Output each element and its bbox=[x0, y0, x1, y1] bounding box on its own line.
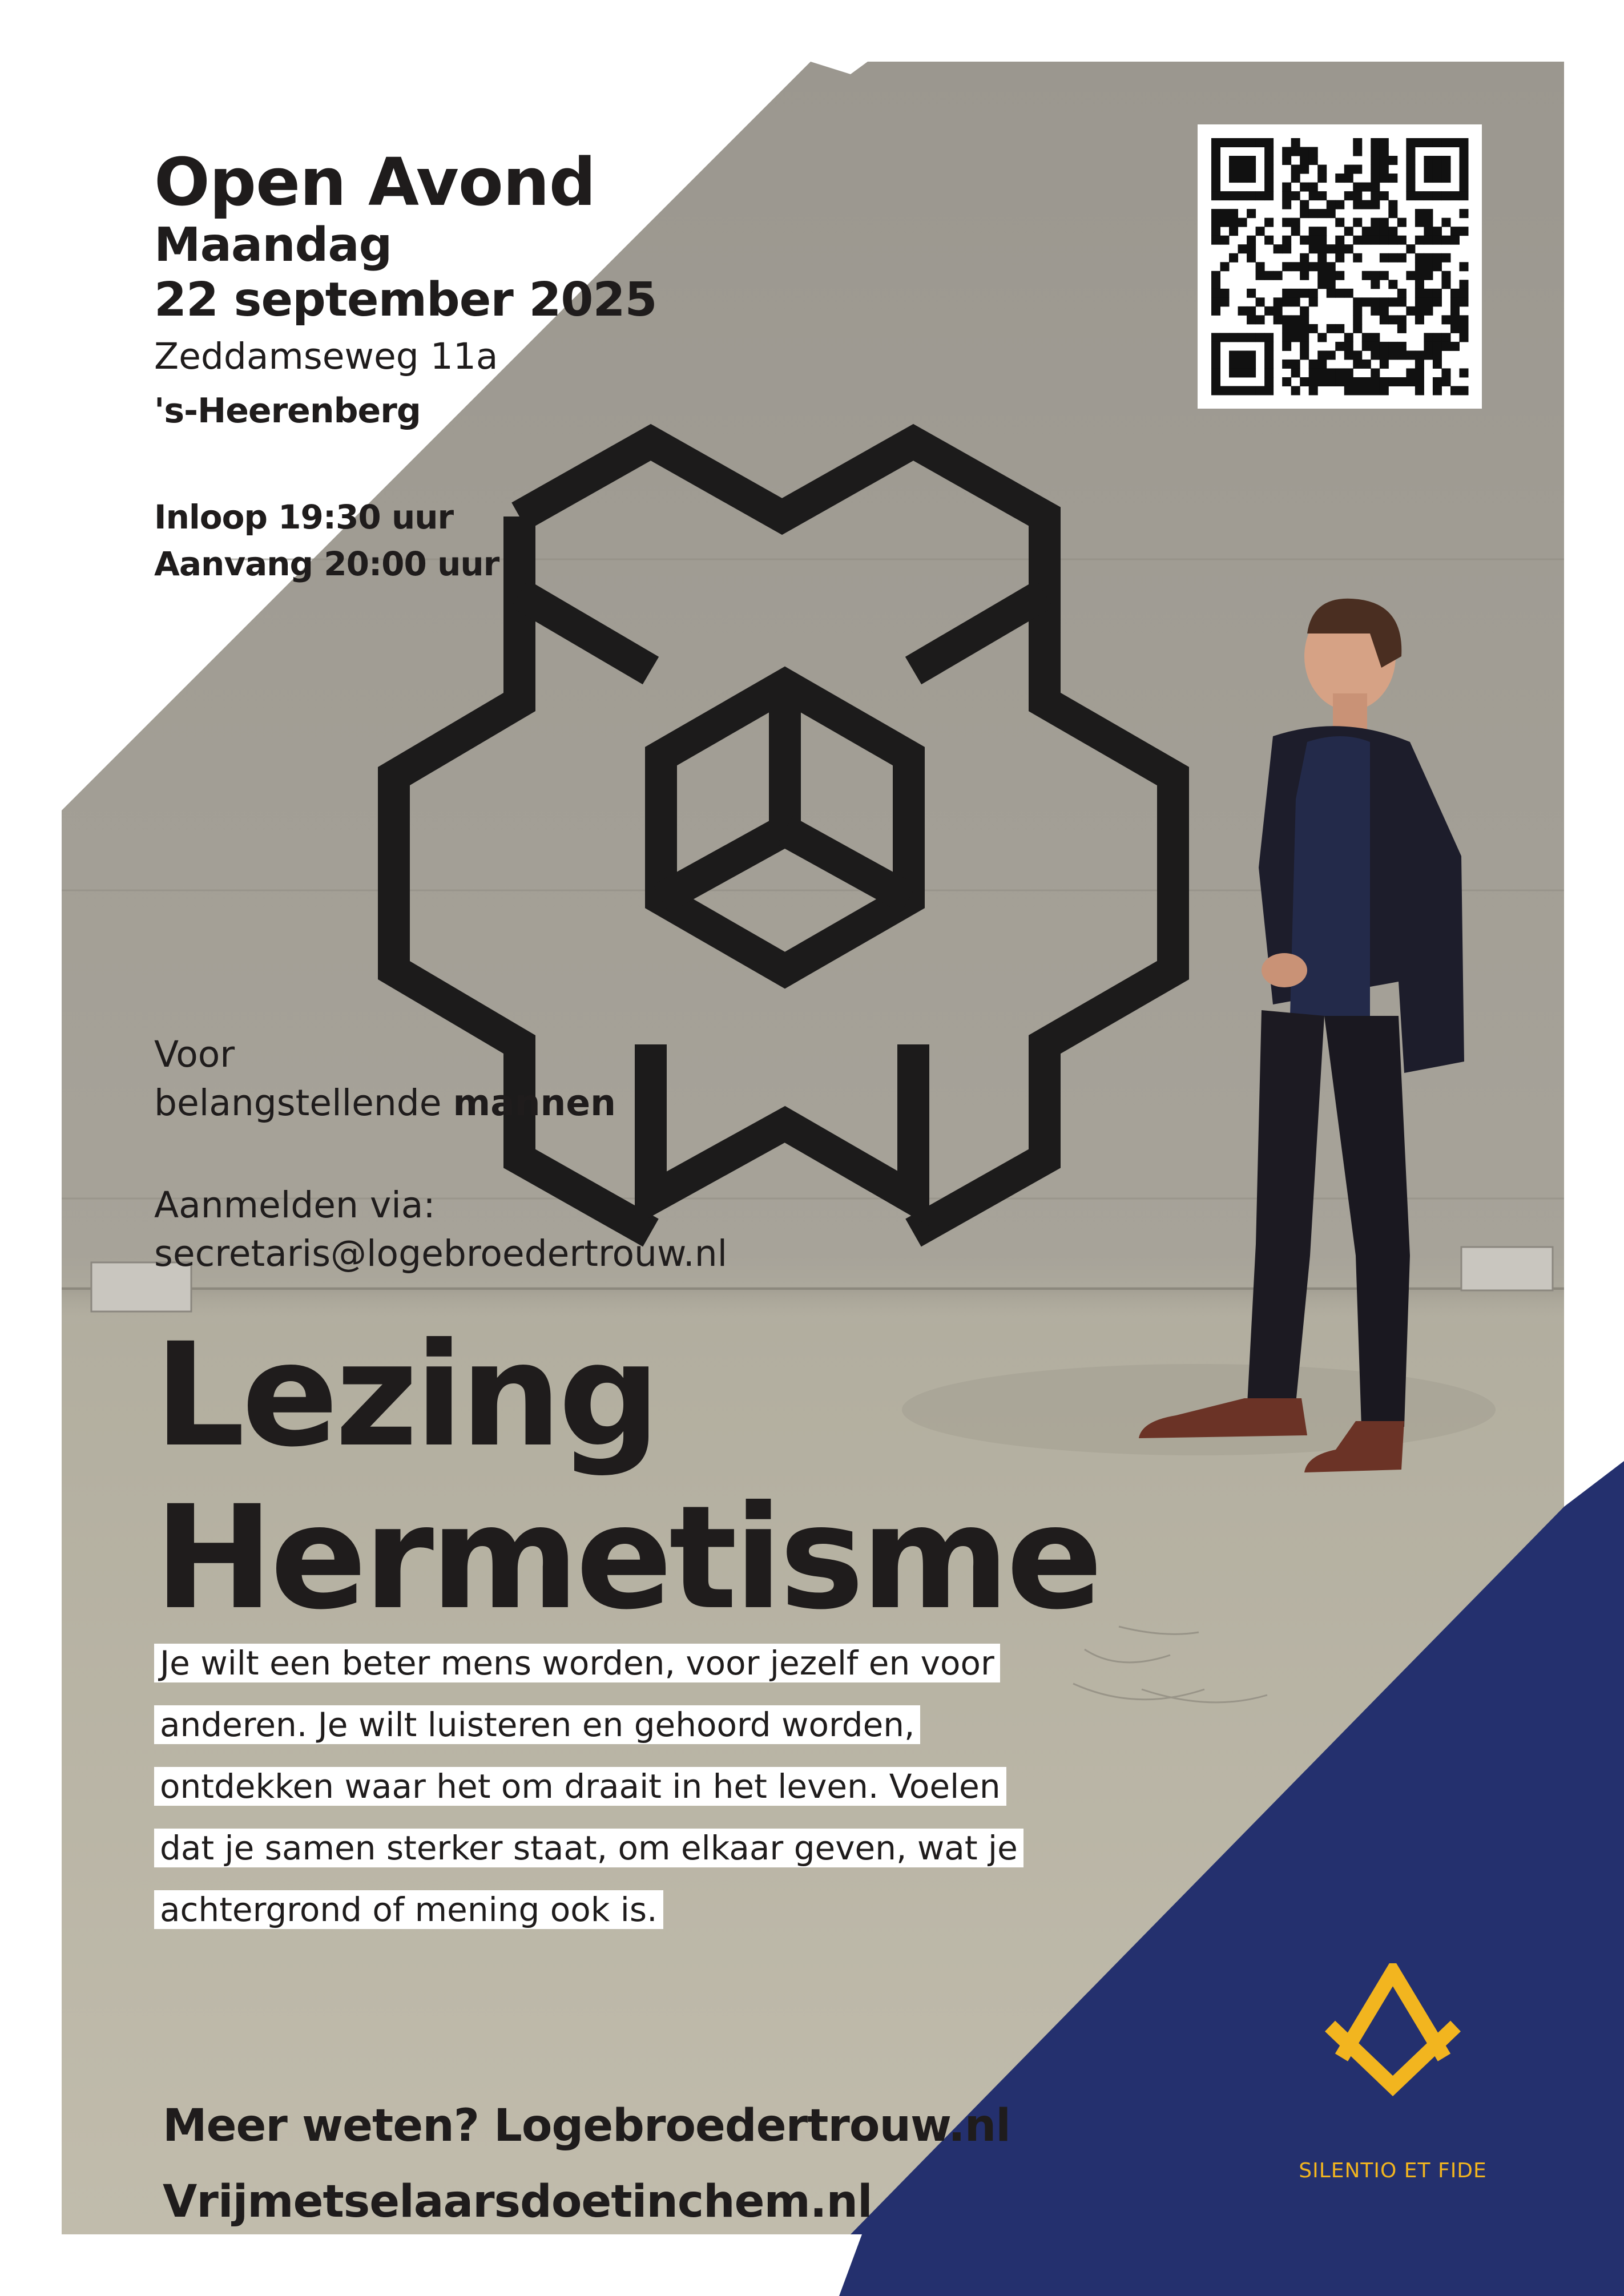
body-paragraph bbox=[154, 1632, 1067, 1940]
body-line: achtergrond of mening ook is. bbox=[154, 1890, 663, 1929]
event-city: 's-Heerenberg bbox=[154, 391, 421, 431]
audience-prefix: belangstellende bbox=[154, 1082, 453, 1124]
emblem-motto: SILENTIO ET FIDE bbox=[1299, 2159, 1487, 2182]
square-and-compass-icon bbox=[1307, 1963, 1478, 2112]
body-line: ontdekken waar het om draait in het leven. Voelen bbox=[154, 1767, 1006, 1806]
signup-label: Aanmelden via: bbox=[154, 1184, 436, 1226]
event-day: Maandag bbox=[154, 218, 392, 272]
website2-link[interactable]: Vrijmetselaarsdoetinchem.nl bbox=[163, 2176, 872, 2228]
audience-highlight: mannen bbox=[453, 1082, 616, 1124]
start-time: Aanvang 20:00 uur bbox=[154, 544, 499, 583]
headline-line-1: Lezing bbox=[154, 1312, 657, 1478]
headline-line-2: Hermetisme bbox=[154, 1475, 1100, 1641]
more-info-link[interactable]: Meer weten? Logebroedertrouw.nl bbox=[163, 2100, 1010, 2152]
qr-code-icon[interactable] bbox=[1198, 124, 1482, 409]
audience-line-1: Voor bbox=[154, 1034, 235, 1075]
signup-email-link[interactable]: secretaris@logebroedertrouw.nl bbox=[154, 1233, 728, 1274]
walk-in-time: Inloop 19:30 uur bbox=[154, 498, 454, 536]
qr-code-pattern bbox=[1198, 124, 1482, 409]
body-line: Je wilt een beter mens worden, voor jezelf en voor bbox=[154, 1644, 1000, 1682]
body-line: dat je samen sterker staat, om elkaar geven, wat je bbox=[154, 1829, 1023, 1867]
body-line: anderen. Je wilt luisteren en gehoord worden, bbox=[154, 1705, 920, 1744]
event-street: Zeddamseweg 11a bbox=[154, 336, 498, 377]
audience-line-2 bbox=[154, 1080, 616, 1126]
event-date: 22 september 2025 bbox=[154, 273, 657, 327]
event-title: Open Avond bbox=[154, 144, 596, 221]
